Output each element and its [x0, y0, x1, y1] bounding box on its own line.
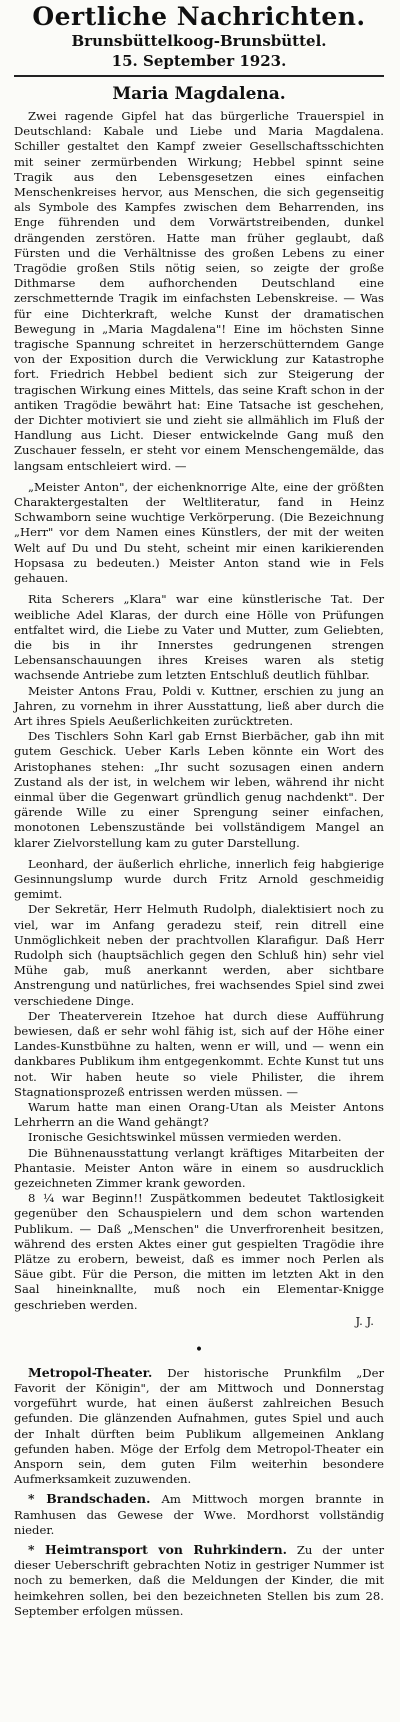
news-text: Der historische Prunkfilm „Der Favorit der Königin", der am Mittwoch und Donnerstag vorgeführt wurde, hat einen äußerst zahlreichen Besuch gefunden. Die glänzenden Aufnahmen, gutes Spiel und auch der Inhalt dürften beim Publikum allgemeinen Anklang gefunden haben. Möge der Erfolg dem Metropol-Theater ein Ansporn sein, dem guten Film weiterhin besondere Aufmerksamkeit zuzuwenden. — [14, 1365, 385, 1487]
section-title: Oertliche Nachrichten. — [32, 2, 366, 31]
section-separator: • — [194, 1341, 204, 1358]
article-title: Maria Magdalena. — [112, 84, 286, 104]
article-paragraph: Zwei ragende Gipfel hat das bürgerliche Trauerspiel in Deutschland: Kabale und Liebe und Maria Magdalena. Schiller gestaltet den Kampf zweier Gesellschaftsschichten mit seiner zermürbenden Wirkung; Hebbel spinnt seine Tragik aus den Lebensgesetzen eines einfachen Menschenkreises hervor, aus Menschen, die sich gegenseitig als Symbole des Kampfes zwischen dem Beharrenden, ins Enge führenden und dem Vorwärtstreibenden, dunkel drängenden zerstören. Hatte man früher geglaubt, daß Fürsten und die Verhältnisse des großen Lebens zu einer Tragödie großen Stils nötig seien, so zeigte der große Dithmarse dem aufhorchenden Deutschland eine zerschmetternde Tragik im einfachsten Lebenskreise. — Was für eine Dichterkraft, welche Kunst der dramatischen Bewegung in „Maria Magdalena"! Eine im höchsten Sinne tragische Spannung schreitet in herzerschütterndem Gange von der Exposition durch die Verwicklung zur Katastrophe fort. Friedrich Hebbel bedient sich zur Steigerung der tragischen Wirkung eines Mittels, das seine Kraft schon in der antiken Tragödie bewährt hat: Eine Tatsache ist geschehen, der Dichter motiviert sie und zieht sie allmählich im Fluß der Handlung aus Licht. Dieser entwickelnde Gang muß den Zuschauer fesseln, er steht vor einem Menschengemälde, das langsam entschleiert wird. — — [14, 109, 384, 473]
article-paragraph: Der Sekretär, Herr Helmuth Rudolph, dialektisiert noch zu viel, war im Anfang geradezu steif, rein ditrell eine Unmöglichkeit neben der prachtvollen Klarafigur. Daß Herr Rudolph sich (hauptsächlich gegen den Schluß hin) sehr viel Mühe gab, muß anerkannt werden, aber sichtbare Anstrengung und natürliches, frei wachsendes Spiel sind zwei verschiedene Dinge. — [14, 902, 384, 1008]
article-paragraph: 8 ¼ war Beginn!! Zuspätkommen bedeutet Taktlosigkeit gegenüber den Schauspielern und dem schon wartenden Publikum. — Daß „Menschen" die Unverfrorenheit besitzen, während des ersten Aktes einer gut gespielten Tragödie ihre Plätze zu erobern, beweist, daß es immer noch Perlen als Säue gibt. Für die Person, die mitten im letzten Akt in den Saal hineinknallte, muß noch ein Elementar-Knigge geschrieben werden. — [14, 1191, 384, 1312]
article-paragraph: Der Theaterverein Itzehoe hat durch diese Aufführung bewiesen, daß er sehr wohl fähig ist, sich auf der Höhe einer Landes-Kunstbühne zu halten, wenn er will, und — wenn ein dankbares Publikum ihm entgegenkommt. Echte Kunst tut uns not. Wir haben heute so viele Philister, die ihrem Stagnationsprozeß entrissen werden müssen. — — [14, 1008, 384, 1099]
article-paragraph: Meister Antons Frau, Poldi v. Kuttner, erschien zu jung an Jahren, zu vornehm in ihrer Ausstattung, ließ aber durch die Art ihres Spiels Aeußerlichkeiten zurücktreten. — [14, 683, 384, 728]
article-paragraph: Des Tischlers Sohn Karl gab Ernst Bierbächer, gab ihn mit gutem Geschick. Ueber Karls Leben könnte ein Wort des Aristophanes stehen: „Ihr sucht sozusagen einen andern Zustand als der ist, in welchem wir leben, während ihr nicht einmal über die Gegenwart gründlich genug nachdenkt". Der gärende Wille zu einer Sprengung seiner einfachen, monotonen Lebenszustände bei vollständigem Mangel an klarer Zielvorstellung kam zu guter Darstellung. — [14, 729, 384, 850]
author-signature: J. J. — [355, 1313, 374, 1328]
news-item — [14, 1491, 384, 1538]
masthead — [14, 0, 384, 72]
section-subtitle: Brunsbüttelkoog-Brunsbüttel. — [71, 32, 327, 50]
news-headline: * Heimtransport von Ruhrkindern. — [28, 1542, 287, 1558]
news-item — [14, 1365, 384, 1488]
article-paragraph: Warum hatte man einen Orang-Utan als Meister Antons Lehrherrn an die Wand gehängt? — [14, 1100, 384, 1130]
article-body — [14, 109, 384, 1313]
article-paragraph: Ironische Gesichtswinkel müssen vermieden werden. — [28, 1130, 342, 1145]
news-text: Zu der unter dieser Ueberschrift gebrachten Notiz in gestriger Nummer ist noch zu bemerken, daß die Meldungen der Kinder, die mit heimkehren sollen, bei den bezeichneten Stellen bis zum 28. September erfolgen müssen. — [14, 1543, 384, 1618]
news-item — [14, 1542, 384, 1619]
news-headline: Metropol-Theater. — [28, 1364, 153, 1380]
issue-date: 15. September 1923. — [111, 52, 287, 70]
divider-rule — [14, 75, 384, 77]
local-news — [14, 1365, 384, 1619]
news-text: Am Mittwoch morgen brannte in Ramhusen das Gewese der Wwe. Mordhorst vollständig nieder. — [14, 1492, 385, 1537]
article-paragraph: Die Bühnenausstattung verlangt kräftiges Mitarbeiten der Phantasie. Meister Anton wäre in einem so ausdrucklich gezeichneten Zimmer krank geworden. — [14, 1145, 384, 1191]
article-paragraph: Leonhard, der äußerlich ehrliche, innerlich feig habgierige Gesinnungslump wurde durch Fritz Arnold geschmeidig gemimt. — [14, 856, 384, 902]
article-paragraph: „Meister Anton", der eichenknorrige Alte, eine der größten Charaktergestalten der Weltliteratur, fand in Heinz Schwamborn seine wuchtige Verkörperung. (Die Bezeichnung „Herr" vor dem Namen eines Künstlers, der mit der weiten Welt auf Du und Du steht, scheint mir einen karikierenden Hopsasa zu bedeuten.) Meister Anton stand wie in Fels gehauen. — [14, 479, 384, 586]
news-headline: * Brandschaden. — [28, 1491, 151, 1507]
article-paragraph: Rita Scherers „Klara" war eine künstlerische Tat. Der weibliche Adel Klaras, der durch eine Hölle von Prüfungen entfaltet wird, die Liebe zu Vater und Mutter, zum Geliebten, die bis in ihr Innerstes gedrungenen strengen Lebensanschauungen ihres Kreises waren als stetig wachsende Antriebe zum letzten Entschluß deutlich fühlbar. — [14, 592, 384, 683]
